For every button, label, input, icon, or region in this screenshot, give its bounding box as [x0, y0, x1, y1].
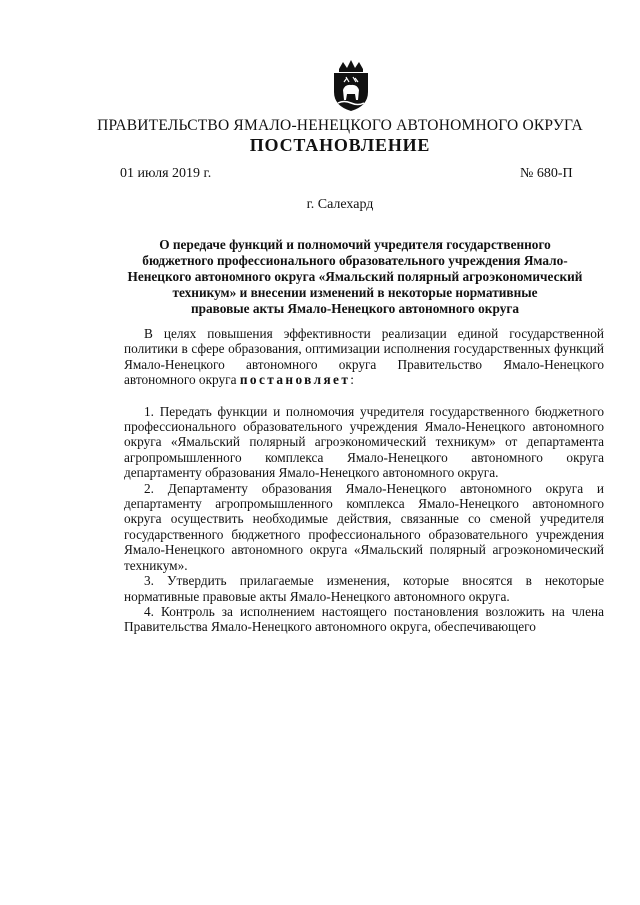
paragraph-item-1: 1. Передать функции и полномочия учредителя государственного бюджетного профессионального образовательного учреждения Ямало-Ненецкого автономного округа «Ямальский полярный агроэкономический техникум» от департамента агропромышленного комплекса Ямало-Ненецкого автономного округа департаменту образования Ямало-Ненецкого автономного округа. [124, 403, 604, 481]
coat-of-arms-emblem [329, 60, 373, 112]
paragraph-item-3: 3. Утвердить прилагаемые изменения, которые вносятся в некоторые нормативные правовые акты Ямало-Ненецкого автономного округа. [124, 573, 604, 604]
document-title [95, 237, 615, 317]
document-type: ПОСТАНОВЛЕНИЕ [249, 135, 431, 155]
document-number: № 680-П [520, 166, 573, 181]
title-line: О передаче функций и полномочий учредителя государственного [159, 237, 551, 252]
paragraph-item-4: 4. Контроль за исполнением настоящего постановления возложить на члена Правительства Ямало-Ненецкого автономного округа, обеспечивающего [124, 603, 604, 635]
document-date: 01 июля 2019 г. [120, 166, 212, 181]
preamble-paragraph [124, 326, 604, 388]
document-city: г. Салехард [306, 197, 374, 212]
preamble-tail: : [350, 372, 354, 388]
preamble-keyword: постановляет [239, 372, 351, 388]
paragraph-item-2: 2. Департаменту образования Ямало-Ненецкого автономного округа и департаменту агропромышленного комплекса Ямало-Ненецкого автономного округа осуществить необходимые действия, связанные со сменой учредителя государственного бюджетного профессионального образовательного учреждения Ямало-Ненецкого автономного округа «Ямальский полярный агроэкономический техникум». [124, 480, 604, 573]
government-name: ПРАВИТЕЛЬСТВО ЯМАЛО-НЕНЕЦКОГО АВТОНОМНОГО ОКРУГА [97, 117, 583, 134]
preamble-text: В целях повышения эффективности реализации единой государственной политики в сфере образования, оптимизации исполнения государственных функций Ямало-Ненецкого автономного округа Правительство Ямало-Ненецкого автономного округа [124, 326, 604, 388]
title-line: бюджетного профессионального образовательного учреждения Ямало- [142, 253, 568, 268]
title-line: Ненецкого автономного округа «Ямальский полярный агроэкономический [127, 269, 583, 284]
title-line: техникум» и внесении изменений в некоторые нормативные [172, 285, 538, 300]
title-line: правовые акты Ямало-Ненецкого автономного округа [190, 301, 520, 316]
yamal-coat-of-arms-icon [329, 60, 373, 112]
document-body [124, 326, 604, 635]
